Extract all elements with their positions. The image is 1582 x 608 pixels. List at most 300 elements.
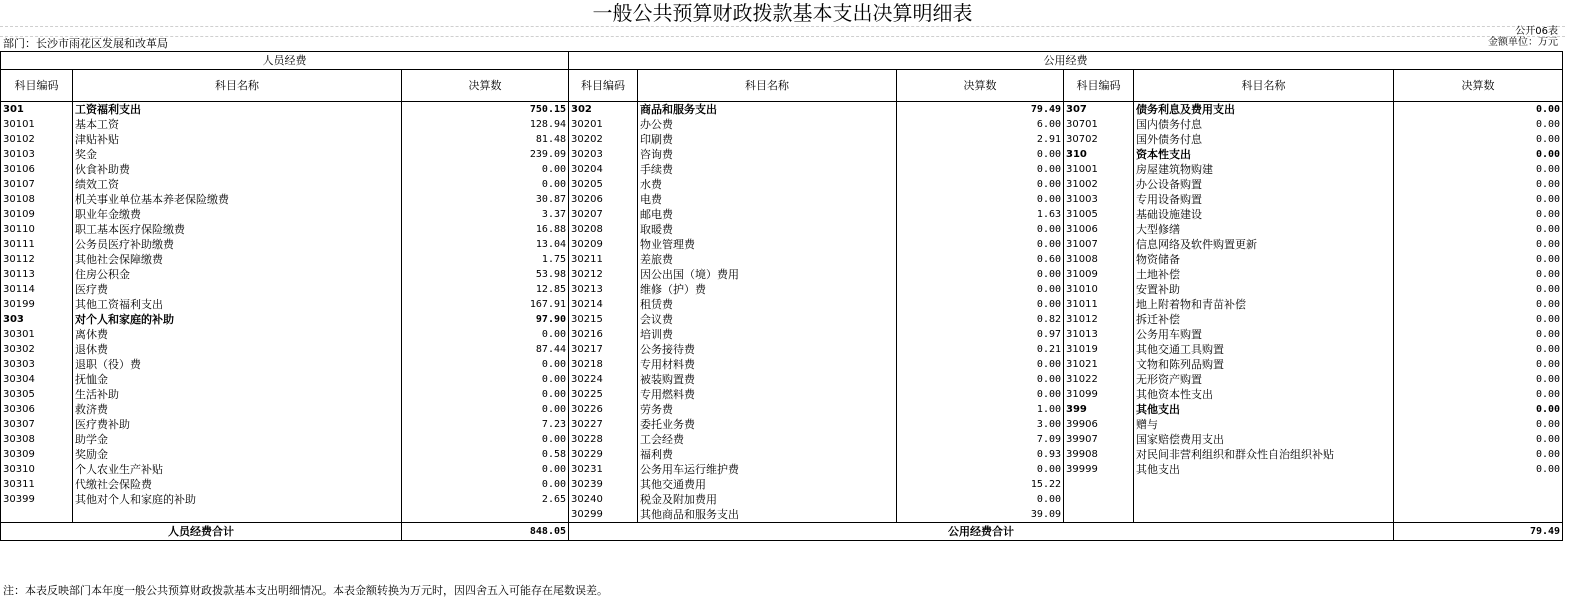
row-code: 30303 [1, 357, 73, 372]
row-name: 福利费 [638, 447, 897, 462]
row-name: 拆迁补偿 [1134, 312, 1394, 327]
row-code [1, 507, 73, 523]
table-row [1, 207, 1563, 222]
row-amount: 0.00 [897, 492, 1064, 507]
row-code: 30110 [1, 222, 73, 237]
row-code: 30109 [1, 207, 73, 222]
row-code [1064, 477, 1134, 492]
department-label: 部门：长沙市雨花区发展和改革局 [3, 37, 168, 50]
row-amount: 0.00 [897, 282, 1064, 297]
row-code: 30217 [569, 342, 638, 357]
row-code: 30102 [1, 132, 73, 147]
row-name: 伙食补助费 [73, 162, 402, 177]
row-amount: 97.90 [402, 312, 569, 327]
row-code: 30701 [1064, 117, 1134, 132]
table-row [1, 177, 1563, 192]
row-name: 因公出国（境）费用 [638, 267, 897, 282]
row-amount: 7.09 [897, 432, 1064, 447]
row-code: 30299 [569, 507, 638, 523]
row-code: 302 [569, 102, 638, 118]
row-amount: 53.98 [402, 267, 569, 282]
row-name: 大型修缮 [1134, 222, 1394, 237]
row-code: 31003 [1064, 192, 1134, 207]
table-row [1, 417, 1563, 432]
row-name: 手续费 [638, 162, 897, 177]
row-name: 生活补助 [73, 387, 402, 402]
row-name: 文物和陈列品购置 [1134, 357, 1394, 372]
row-amount: 1.75 [402, 252, 569, 267]
row-name: 赠与 [1134, 417, 1394, 432]
row-code: 30310 [1, 462, 73, 477]
row-amount: 0.00 [897, 357, 1064, 372]
row-amount: 0.00 [402, 372, 569, 387]
row-amount: 0.00 [1394, 207, 1563, 222]
row-name: 国家赔偿费用支出 [1134, 432, 1394, 447]
header-code: 科目编码 [1, 70, 73, 102]
row-code: 30309 [1, 447, 73, 462]
header-name: 科目名称 [1134, 70, 1394, 102]
row-amount: 0.21 [897, 342, 1064, 357]
row-amount: 0.00 [897, 222, 1064, 237]
row-code: 30399 [1, 492, 73, 507]
page-title: 一般公共预算财政拨款基本支出决算明细表 [592, 1, 973, 25]
row-code: 31021 [1064, 357, 1134, 372]
row-code: 31099 [1064, 387, 1134, 402]
table-row [1, 192, 1563, 207]
row-code: 31012 [1064, 312, 1134, 327]
total-public-label: 公用经费合计 [569, 523, 1394, 541]
row-amount: 0.00 [1394, 147, 1563, 162]
total-row [1, 523, 1563, 541]
row-amount: 0.00 [897, 177, 1064, 192]
row-name: 电费 [638, 192, 897, 207]
table-row [1, 402, 1563, 417]
row-amount: 0.00 [1394, 417, 1563, 432]
row-amount: 0.00 [1394, 252, 1563, 267]
row-code: 31022 [1064, 372, 1134, 387]
row-code: 31005 [1064, 207, 1134, 222]
row-code [1064, 507, 1134, 523]
row-name: 国内债务付息 [1134, 117, 1394, 132]
row-name: 其他资本性支出 [1134, 387, 1394, 402]
row-code: 31019 [1064, 342, 1134, 357]
row-code: 30229 [569, 447, 638, 462]
row-code: 30305 [1, 387, 73, 402]
row-code: 30111 [1, 237, 73, 252]
row-name: 住房公积金 [73, 267, 402, 282]
row-amount: 0.00 [1394, 372, 1563, 387]
row-name: 专用燃料费 [638, 387, 897, 402]
row-name: 安置补助 [1134, 282, 1394, 297]
row-amount: 0.00 [897, 297, 1064, 312]
row-amount: 0.00 [402, 327, 569, 342]
row-code: 30306 [1, 402, 73, 417]
row-amount: 81.48 [402, 132, 569, 147]
row-name: 税金及附加费用 [638, 492, 897, 507]
row-name: 取暖费 [638, 222, 897, 237]
row-name: 机关事业单位基本养老保险缴费 [73, 192, 402, 207]
row-name: 其他社会保障缴费 [73, 252, 402, 267]
footnote: 注：本表反映部门本年度一般公共预算财政拨款基本支出明细情况。本表金额转换为万元时，因四舍五入可能存在尾数误差。 [3, 584, 608, 597]
header-code: 科目编码 [569, 70, 638, 102]
row-amount: 0.00 [1394, 327, 1563, 342]
row-amount: 2.65 [402, 492, 569, 507]
row-name: 差旅费 [638, 252, 897, 267]
table-row [1, 132, 1563, 147]
row-amount: 239.09 [402, 147, 569, 162]
row-name: 其他工资福利支出 [73, 297, 402, 312]
table-row [1, 432, 1563, 447]
row-code [1064, 492, 1134, 507]
row-name: 对个人和家庭的补助 [73, 312, 402, 327]
table-row [1, 162, 1563, 177]
row-code: 30106 [1, 162, 73, 177]
row-name: 其他支出 [1134, 462, 1394, 477]
row-amount: 0.00 [1394, 342, 1563, 357]
table-row [1, 147, 1563, 162]
row-code: 30218 [569, 357, 638, 372]
row-code: 30203 [569, 147, 638, 162]
row-name: 其他商品和服务支出 [638, 507, 897, 523]
row-name: 基础设施建设 [1134, 207, 1394, 222]
row-name: 抚恤金 [73, 372, 402, 387]
row-amount: 128.94 [402, 117, 569, 132]
row-name: 奖金 [73, 147, 402, 162]
row-code: 31009 [1064, 267, 1134, 282]
row-code: 39907 [1064, 432, 1134, 447]
row-name: 咨询费 [638, 147, 897, 162]
row-name: 劳务费 [638, 402, 897, 417]
row-name: 退休费 [73, 342, 402, 357]
row-code: 30112 [1, 252, 73, 267]
row-code: 307 [1064, 102, 1134, 118]
row-name: 会议费 [638, 312, 897, 327]
row-amount: 0.00 [1394, 237, 1563, 252]
row-code: 30231 [569, 462, 638, 477]
row-code: 31010 [1064, 282, 1134, 297]
row-name: 公务用车运行维护费 [638, 462, 897, 477]
row-amount: 0.82 [897, 312, 1064, 327]
row-amount: 30.87 [402, 192, 569, 207]
table-row [1, 267, 1563, 282]
header-amount: 决算数 [402, 70, 569, 102]
table-code: 公开06表 [1515, 26, 1558, 37]
row-name [1134, 507, 1394, 523]
row-amount: 16.88 [402, 222, 569, 237]
row-amount: 0.00 [897, 387, 1064, 402]
row-name: 房屋建筑物购建 [1134, 162, 1394, 177]
row-amount: 0.00 [402, 462, 569, 477]
row-amount [1394, 507, 1563, 523]
row-name: 专用材料费 [638, 357, 897, 372]
row-name: 奖励金 [73, 447, 402, 462]
row-amount: 0.93 [897, 447, 1064, 462]
row-amount: 0.00 [1394, 312, 1563, 327]
table-row [1, 222, 1563, 237]
row-name: 专用设备购置 [1134, 192, 1394, 207]
column-header-row [1, 70, 1563, 102]
row-name: 水费 [638, 177, 897, 192]
table-row [1, 387, 1563, 402]
header-name: 科目名称 [638, 70, 897, 102]
row-code: 30202 [569, 132, 638, 147]
row-code: 30201 [569, 117, 638, 132]
row-amount: 0.00 [1394, 297, 1563, 312]
row-amount: 0.60 [897, 252, 1064, 267]
row-code: 31007 [1064, 237, 1134, 252]
row-name: 津贴补贴 [73, 132, 402, 147]
row-code: 30114 [1, 282, 73, 297]
total-personnel-value: 848.05 [402, 523, 569, 541]
row-code: 30204 [569, 162, 638, 177]
row-code: 30307 [1, 417, 73, 432]
row-amount: 0.00 [897, 462, 1064, 477]
row-code: 30213 [569, 282, 638, 297]
table-row [1, 447, 1563, 462]
table-row [1, 312, 1563, 327]
row-name: 其他交通工具购置 [1134, 342, 1394, 357]
row-code: 399 [1064, 402, 1134, 417]
row-amount [1394, 477, 1563, 492]
row-name: 基本工资 [73, 117, 402, 132]
row-name: 无形资产购置 [1134, 372, 1394, 387]
row-code: 30214 [569, 297, 638, 312]
row-name: 印刷费 [638, 132, 897, 147]
header-code: 科目编码 [1064, 70, 1134, 102]
row-code: 30239 [569, 477, 638, 492]
table-row [1, 492, 1563, 507]
row-name: 离休费 [73, 327, 402, 342]
header-amount: 决算数 [1394, 70, 1563, 102]
row-amount: 0.00 [897, 372, 1064, 387]
row-amount: 0.00 [1394, 387, 1563, 402]
row-name: 邮电费 [638, 207, 897, 222]
dotted-divider [0, 36, 1565, 37]
row-code: 31008 [1064, 252, 1134, 267]
row-name: 职业年金缴费 [73, 207, 402, 222]
row-name: 信息网络及软件购置更新 [1134, 237, 1394, 252]
row-amount: 1.63 [897, 207, 1064, 222]
row-amount: 0.00 [897, 237, 1064, 252]
table-row [1, 102, 1563, 118]
row-amount: 15.22 [897, 477, 1064, 492]
row-amount: 1.00 [897, 402, 1064, 417]
section-public: 公用经费 [569, 52, 1563, 70]
row-name: 个人农业生产补贴 [73, 462, 402, 477]
row-code: 301 [1, 102, 73, 118]
row-code: 30215 [569, 312, 638, 327]
row-name: 租赁费 [638, 297, 897, 312]
table-row [1, 357, 1563, 372]
row-amount: 750.15 [402, 102, 569, 118]
row-name: 救济费 [73, 402, 402, 417]
row-code: 31013 [1064, 327, 1134, 342]
row-amount: 13.04 [402, 237, 569, 252]
row-name [1134, 492, 1394, 507]
row-name: 被装购置费 [638, 372, 897, 387]
row-name: 物业管理费 [638, 237, 897, 252]
row-code: 31001 [1064, 162, 1134, 177]
row-name: 其他交通费用 [638, 477, 897, 492]
row-amount: 0.00 [1394, 102, 1563, 118]
row-code: 30206 [569, 192, 638, 207]
table-row [1, 372, 1563, 387]
row-code: 31011 [1064, 297, 1134, 312]
section-header-row [1, 52, 1563, 70]
row-code: 30311 [1, 477, 73, 492]
row-name: 其他对个人和家庭的补助 [73, 492, 402, 507]
row-amount: 0.00 [1394, 357, 1563, 372]
row-amount: 0.00 [1394, 162, 1563, 177]
row-amount: 0.00 [897, 267, 1064, 282]
row-code: 310 [1064, 147, 1134, 162]
row-code: 30108 [1, 192, 73, 207]
row-amount: 0.00 [402, 402, 569, 417]
row-amount: 3.37 [402, 207, 569, 222]
row-name: 其他支出 [1134, 402, 1394, 417]
row-amount: 0.00 [1394, 432, 1563, 447]
row-name: 土地补偿 [1134, 267, 1394, 282]
row-amount: 3.00 [897, 417, 1064, 432]
row-name [1134, 477, 1394, 492]
row-amount: 0.00 [402, 477, 569, 492]
row-code: 30208 [569, 222, 638, 237]
row-code: 30301 [1, 327, 73, 342]
row-amount: 0.00 [402, 387, 569, 402]
header-amount: 决算数 [897, 70, 1064, 102]
row-name: 绩效工资 [73, 177, 402, 192]
row-name: 退职（役）费 [73, 357, 402, 372]
row-code: 31006 [1064, 222, 1134, 237]
row-amount: 0.00 [1394, 192, 1563, 207]
row-name: 医疗费 [73, 282, 402, 297]
row-name: 培训费 [638, 327, 897, 342]
header-name: 科目名称 [73, 70, 402, 102]
table-row [1, 117, 1563, 132]
row-amount: 0.00 [1394, 282, 1563, 297]
unit-label: 金额单位：万元 [1488, 37, 1558, 48]
row-name: 商品和服务支出 [638, 102, 897, 118]
total-personnel-label: 人员经费合计 [1, 523, 402, 541]
row-name: 地上附着物和青苗补偿 [1134, 297, 1394, 312]
dotted-divider [0, 26, 1565, 27]
row-name [73, 507, 402, 523]
table-row [1, 252, 1563, 267]
row-amount: 2.91 [897, 132, 1064, 147]
row-code: 30107 [1, 177, 73, 192]
row-name: 国外债务付息 [1134, 132, 1394, 147]
row-amount: 0.00 [1394, 462, 1563, 477]
row-name: 助学金 [73, 432, 402, 447]
row-amount: 0.00 [897, 162, 1064, 177]
row-name: 工会经费 [638, 432, 897, 447]
row-code: 30216 [569, 327, 638, 342]
row-amount: 0.00 [1394, 222, 1563, 237]
row-amount: 0.00 [897, 147, 1064, 162]
row-amount: 0.00 [1394, 267, 1563, 282]
row-code: 30228 [569, 432, 638, 447]
row-code: 39908 [1064, 447, 1134, 462]
row-amount [402, 507, 569, 523]
row-code: 30211 [569, 252, 638, 267]
row-name: 公务接待费 [638, 342, 897, 357]
table-row [1, 327, 1563, 342]
row-code: 30101 [1, 117, 73, 132]
row-code: 303 [1, 312, 73, 327]
row-name: 工资福利支出 [73, 102, 402, 118]
row-name: 职工基本医疗保险缴费 [73, 222, 402, 237]
row-code: 30304 [1, 372, 73, 387]
row-code: 30240 [569, 492, 638, 507]
row-code: 30207 [569, 207, 638, 222]
row-amount: 0.00 [1394, 402, 1563, 417]
row-amount: 0.00 [402, 162, 569, 177]
row-name: 公务员医疗补助缴费 [73, 237, 402, 252]
table-row [1, 342, 1563, 357]
row-name: 资本性支出 [1134, 147, 1394, 162]
row-name: 公务用车购置 [1134, 327, 1394, 342]
total-public-value: 79.49 [1394, 523, 1563, 541]
row-amount: 0.00 [1394, 132, 1563, 147]
row-amount: 7.23 [402, 417, 569, 432]
row-code: 30226 [569, 402, 638, 417]
row-amount: 0.58 [402, 447, 569, 462]
row-amount: 0.00 [1394, 177, 1563, 192]
row-code: 30702 [1064, 132, 1134, 147]
row-code: 39906 [1064, 417, 1134, 432]
row-amount: 0.97 [897, 327, 1064, 342]
row-code: 30308 [1, 432, 73, 447]
table-row [1, 282, 1563, 297]
row-name: 债务利息及费用支出 [1134, 102, 1394, 118]
row-name: 物资储备 [1134, 252, 1394, 267]
row-name: 代缴社会保险费 [73, 477, 402, 492]
row-code: 30205 [569, 177, 638, 192]
row-code: 30199 [1, 297, 73, 312]
row-name: 委托业务费 [638, 417, 897, 432]
row-code: 30224 [569, 372, 638, 387]
expenditure-table [0, 51, 1563, 541]
table-row [1, 507, 1563, 523]
row-code: 30302 [1, 342, 73, 357]
row-code: 30212 [569, 267, 638, 282]
row-amount: 0.00 [402, 177, 569, 192]
row-amount: 12.85 [402, 282, 569, 297]
row-name: 办公费 [638, 117, 897, 132]
row-code: 39999 [1064, 462, 1134, 477]
row-amount: 87.44 [402, 342, 569, 357]
row-code: 30225 [569, 387, 638, 402]
row-amount: 0.00 [402, 432, 569, 447]
row-amount: 0.00 [402, 357, 569, 372]
table-row [1, 237, 1563, 252]
row-amount: 39.09 [897, 507, 1064, 523]
row-code: 30113 [1, 267, 73, 282]
row-amount: 0.00 [1394, 117, 1563, 132]
row-amount [1394, 492, 1563, 507]
row-code: 31002 [1064, 177, 1134, 192]
table-row [1, 477, 1563, 492]
row-code: 30103 [1, 147, 73, 162]
row-amount: 0.00 [1394, 447, 1563, 462]
table-row [1, 297, 1563, 312]
row-name: 办公设备购置 [1134, 177, 1394, 192]
table-row [1, 462, 1563, 477]
row-code: 30209 [569, 237, 638, 252]
row-amount: 167.91 [402, 297, 569, 312]
row-name: 医疗费补助 [73, 417, 402, 432]
row-amount: 0.00 [897, 192, 1064, 207]
